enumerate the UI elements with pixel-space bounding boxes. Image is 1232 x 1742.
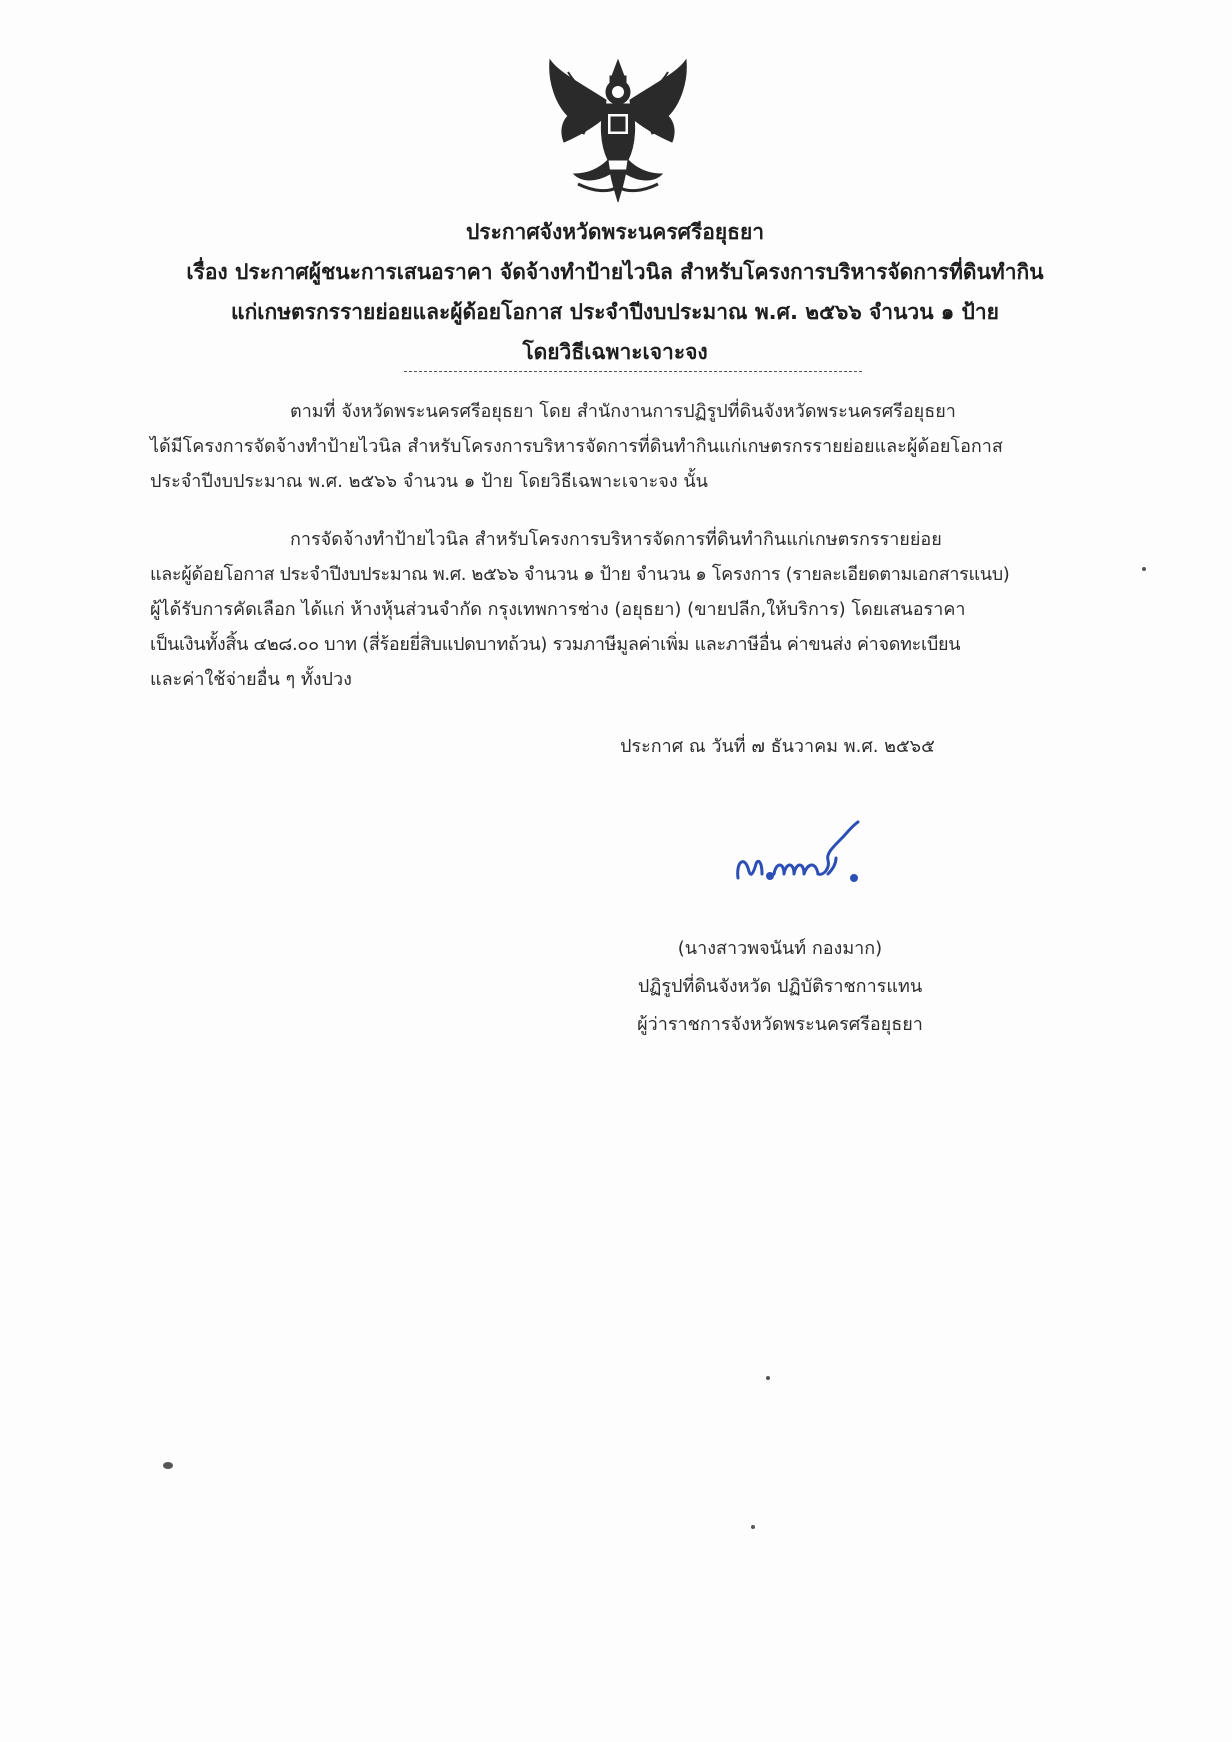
signatory-authority: ผู้ว่าราชการจังหวัดพระนครศรีอยุธยา xyxy=(637,1014,923,1035)
scan-speck xyxy=(163,1462,173,1469)
paragraph-1-line-3: ประจำปีงบประมาณ พ.ศ. ๒๕๖๖ จำนวน ๑ ป้าย โดยวิธีเฉพาะเจาะจง นั้น xyxy=(150,471,708,492)
paragraph-2-line-1: การจัดจ้างทำป้ายไวนิล สำหรับโครงการบริหารจัดการที่ดินทำกินแก่เกษตรกรรายย่อย xyxy=(290,529,942,550)
announcement-header xyxy=(100,212,1130,372)
paragraph-2 xyxy=(150,522,1090,697)
paragraph-2-line-3: ผู้ได้รับการคัดเลือก ได้แก่ ห้างหุ้นส่วนจำกัด กรุงเทพการช่าง (อยุธยา) (ขายปลีก,ให้บริการ) โดยเสนอราคา xyxy=(150,599,966,620)
paragraph-2-line-2: และผู้ด้อยโอกาส ประจำปีงบประมาณ พ.ศ. ๒๕๖๖ จำนวน ๑ ป้าย จำนวน ๑ โครงการ (รายละเอียดตามเอกสารแนบ) xyxy=(150,564,1010,585)
scan-speck xyxy=(751,1525,755,1529)
paragraph-2-line-4: เป็นเงินทั้งสิ้น ๔๒๘.๐๐ บาท (สี่ร้อยยี่สิบแปดบาทถ้วน) รวมภาษีมูลค่าเพิ่ม และภาษีอื่น ค่าขนส่ง ค่าจดทะเบียน xyxy=(150,634,961,655)
signatory-position: ปฏิรูปที่ดินจังหวัด ปฏิบัติราชการแทน xyxy=(637,976,923,997)
signatory-name: (นางสาวพจนันท์ กองมาก) xyxy=(677,938,883,959)
scan-speck xyxy=(766,1376,770,1380)
scan-speck xyxy=(1142,567,1146,571)
header-subject-line-1: เรื่อง ประกาศผู้ชนะการเสนอราคา จัดจ้างทำป้ายไวนิล สำหรับโครงการบริหารจัดการที่ดินทำกิน xyxy=(186,260,1044,284)
paragraph-1-line-1: ตามที่ จังหวัดพระนครศรีอยุธยา โดย สำนักงานการปฏิรูปที่ดินจังหวัดพระนครศรีอยุธยา xyxy=(290,401,956,422)
signatory-block xyxy=(560,930,1000,1044)
header-subject-line-3: โดยวิธีเฉพาะเจาะจง xyxy=(522,340,708,364)
announcement-date: ประกาศ ณ วันที่ ๗ ธันวาคม พ.ศ. ๒๕๖๕ xyxy=(620,736,935,757)
paragraph-1-line-2: ได้มีโครงการจัดจ้างทำป้ายไวนิล สำหรับโครงการบริหารจัดการที่ดินทำกินแก่เกษตรกรรายย่อยและผู้ด้อยโอกาส xyxy=(150,436,1003,457)
dashed-divider xyxy=(404,371,862,372)
paragraph-1 xyxy=(150,394,1090,499)
header-subject-line-2: แก่เกษตรกรรายย่อยและผู้ด้อยโอกาส ประจำปีงบประมาณ พ.ศ. ๒๕๖๖ จำนวน ๑ ป้าย xyxy=(231,300,999,324)
paragraph-2-line-5: และค่าใช้จ่ายอื่น ๆ ทั้งปวง xyxy=(150,669,352,690)
header-title: ประกาศจังหวัดพระนครศรีอยุธยา xyxy=(465,220,765,244)
handwritten-signature-icon xyxy=(728,818,888,898)
garuda-emblem-icon xyxy=(538,52,698,210)
